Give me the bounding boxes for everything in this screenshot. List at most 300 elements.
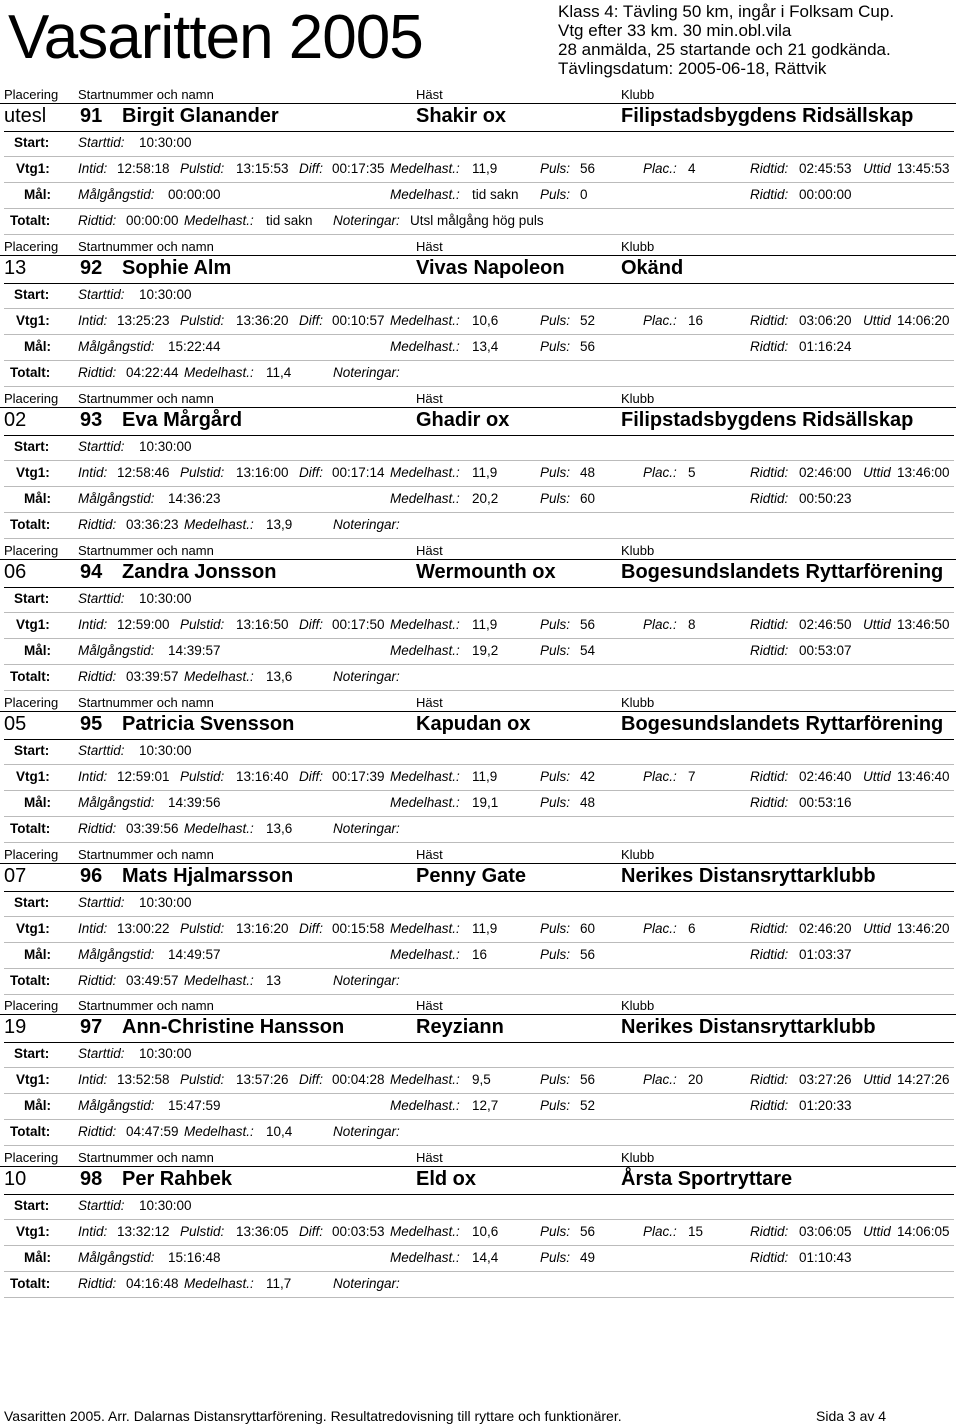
row-divider xyxy=(4,891,954,892)
total-ridtid-value: 03:39:56 xyxy=(126,821,179,836)
pulstid-label: Pulstid: xyxy=(180,313,225,328)
row-divider xyxy=(4,1219,954,1220)
plac-label: Plac.: xyxy=(643,1072,677,1087)
totalt-label: Totalt: xyxy=(10,821,51,836)
diff-value: 00:17:35 xyxy=(332,161,385,176)
ridtid-label: Ridtid: xyxy=(750,617,789,632)
intid-label: Intid: xyxy=(78,465,108,480)
uttid-label: Uttid xyxy=(863,313,891,328)
placement: 13 xyxy=(4,257,27,279)
totalt-label: Totalt: xyxy=(10,1124,51,1139)
start-number: 91 xyxy=(80,105,103,127)
club-name: Nerikes Distansryttarklubb xyxy=(621,1016,876,1038)
puls-value: 52 xyxy=(580,313,596,328)
puls-value: 0 xyxy=(580,187,588,202)
start-number: 96 xyxy=(80,865,103,887)
row-divider xyxy=(4,1145,954,1146)
row-divider xyxy=(4,1119,954,1120)
total-ridtid-value: 03:36:23 xyxy=(126,517,179,532)
totalt-label: Totalt: xyxy=(10,1276,51,1291)
start-number: 97 xyxy=(80,1016,103,1038)
plac-value: 6 xyxy=(688,921,696,936)
starttid-value: 10:30:00 xyxy=(139,287,192,302)
puls-value: 56 xyxy=(580,617,596,632)
header-hast: Häst xyxy=(416,239,443,254)
pulstid-value: 13:16:40 xyxy=(236,769,289,784)
header-klubb: Klubb xyxy=(621,847,655,862)
club-name: Bogesundslandets Ryttarförening xyxy=(621,713,944,735)
mal-label: Mål: xyxy=(24,1098,51,1113)
noteringar-label: Noteringar: xyxy=(333,1276,400,1291)
medelhast-value: tid sakn xyxy=(472,187,519,202)
medelhast-label: Medelhast.: xyxy=(184,973,254,988)
row-divider xyxy=(4,234,954,235)
uttid-label: Uttid xyxy=(863,465,891,480)
medelhast-label: Medelhast.: xyxy=(390,947,460,962)
ridtid-value: 03:06:05 xyxy=(799,1224,852,1239)
uttid-label: Uttid xyxy=(863,769,891,784)
pulstid-value: 13:16:20 xyxy=(236,921,289,936)
ridtid-label: Ridtid: xyxy=(78,821,117,836)
pulstid-label: Pulstid: xyxy=(180,921,225,936)
club-name: Filipstadsbygdens Ridsällskap xyxy=(621,105,914,127)
row-divider xyxy=(4,208,954,209)
medelhast-value: 16 xyxy=(472,947,488,962)
medelhast-label: Medelhast.: xyxy=(390,465,460,480)
row-divider xyxy=(4,1297,954,1298)
medelhast-value: 13,9 xyxy=(266,517,293,532)
uttid-value: 14:27:26 xyxy=(897,1072,950,1087)
malgangstid-label: Målgångstid: xyxy=(78,1250,155,1265)
intid-value: 12:59:00 xyxy=(117,617,170,632)
ridtid-label: Ridtid: xyxy=(750,1098,789,1113)
row-divider xyxy=(4,739,954,740)
plac-value: 16 xyxy=(688,313,704,328)
result-block xyxy=(0,695,960,847)
medelhast-label: Medelhast.: xyxy=(184,821,254,836)
header-startnummer: Startnummer och namn xyxy=(78,391,214,406)
rider-row xyxy=(0,710,960,738)
row-divider xyxy=(4,538,954,539)
ridtid-label: Ridtid: xyxy=(78,517,117,532)
plac-value: 4 xyxy=(688,161,696,176)
puls-label: Puls: xyxy=(540,339,571,354)
medelhast-label: Medelhast.: xyxy=(184,1276,254,1291)
placement: 05 xyxy=(4,713,27,735)
row-divider xyxy=(4,435,954,436)
puls-value: 56 xyxy=(580,339,596,354)
header-startnummer: Startnummer och namn xyxy=(78,543,214,558)
medelhast-label: Medelhast.: xyxy=(390,313,460,328)
header-placering: Placering xyxy=(4,1150,59,1165)
ridtid-label: Ridtid: xyxy=(750,921,789,936)
header-startnummer: Startnummer och namn xyxy=(78,1150,214,1165)
rider-name: Birgit Glanander xyxy=(122,105,279,127)
header-startnummer: Startnummer och namn xyxy=(78,239,214,254)
medelhast-value: 19,1 xyxy=(472,795,499,810)
row-divider xyxy=(4,1067,954,1068)
medelhast-label: Medelhast.: xyxy=(184,517,254,532)
totalt-label: Totalt: xyxy=(10,213,51,228)
horse-name: Vivas Napoleon xyxy=(416,257,565,279)
ridtid-label: Ridtid: xyxy=(750,1250,789,1265)
placement: 10 xyxy=(4,1168,27,1190)
row-divider xyxy=(4,460,954,461)
puls-label: Puls: xyxy=(540,921,571,936)
ridtid-label: Ridtid: xyxy=(750,491,789,506)
row-divider xyxy=(4,283,954,284)
header-klubb: Klubb xyxy=(621,239,655,254)
diff-label: Diff: xyxy=(299,465,324,480)
medelhast-value: 13,6 xyxy=(266,821,293,836)
intid-value: 12:58:46 xyxy=(117,465,170,480)
rider-row xyxy=(0,1165,960,1193)
pulstid-value: 13:57:26 xyxy=(236,1072,289,1087)
medelhast-value: 20,2 xyxy=(472,491,499,506)
medelhast-value: 11,4 xyxy=(266,365,292,380)
starttid-value: 10:30:00 xyxy=(139,895,192,910)
row-divider xyxy=(4,790,954,791)
puls-label: Puls: xyxy=(540,187,571,202)
rider-name: Patricia Svensson xyxy=(122,713,295,735)
intid-value: 12:59:01 xyxy=(117,769,170,784)
medelhast-label: Medelhast.: xyxy=(390,1072,460,1087)
diff-label: Diff: xyxy=(299,617,324,632)
row-divider xyxy=(4,1194,954,1195)
row-divider xyxy=(4,690,954,691)
intid-value: 13:25:23 xyxy=(117,313,170,328)
medelhast-value: 19,2 xyxy=(472,643,499,658)
horse-name: Eld ox xyxy=(416,1168,477,1190)
start-number: 94 xyxy=(80,561,103,583)
uttid-value: 13:45:53 xyxy=(897,161,950,176)
noteringar-label: Noteringar: xyxy=(333,517,400,532)
result-block xyxy=(0,998,960,1150)
row-divider xyxy=(4,612,954,613)
diff-value: 00:04:28 xyxy=(332,1072,385,1087)
header-placering: Placering xyxy=(4,391,59,406)
horse-name: Kapudan ox xyxy=(416,713,531,735)
club-name: Okänd xyxy=(621,257,684,279)
result-block xyxy=(0,391,960,543)
header-hast: Häst xyxy=(416,1150,443,1165)
competition-date: Tävlingsdatum: 2005-06-18, Rättvik xyxy=(558,59,827,78)
intid-value: 12:58:18 xyxy=(117,161,170,176)
medelhast-value: 11,9 xyxy=(472,161,498,176)
club-name: Filipstadsbygdens Ridsällskap xyxy=(621,409,914,431)
medelhast-label: Medelhast.: xyxy=(184,213,254,228)
page-title: Vasaritten 2005 xyxy=(8,3,423,72)
mal-label: Mål: xyxy=(24,1250,51,1265)
plac-label: Plac.: xyxy=(643,313,677,328)
header-klubb: Klubb xyxy=(621,87,655,102)
puls-label: Puls: xyxy=(540,1072,571,1087)
uttid-value: 13:46:40 xyxy=(897,769,950,784)
header-klubb: Klubb xyxy=(621,695,655,710)
row-divider xyxy=(4,182,954,183)
start-label: Start: xyxy=(14,287,50,302)
malgangstid-label: Målgångstid: xyxy=(78,1098,155,1113)
ridtid-label: Ridtid: xyxy=(750,1072,789,1087)
diff-label: Diff: xyxy=(299,161,324,176)
noteringar-label: Noteringar: xyxy=(333,973,400,988)
plac-label: Plac.: xyxy=(643,465,677,480)
ridtid-label: Ridtid: xyxy=(78,213,117,228)
puls-value: 56 xyxy=(580,1072,596,1087)
start-number: 98 xyxy=(80,1168,103,1190)
puls-value: 60 xyxy=(580,491,596,506)
row-divider xyxy=(4,156,954,157)
uttid-label: Uttid xyxy=(863,1072,891,1087)
malgangstid-label: Målgångstid: xyxy=(78,187,155,202)
noteringar-label: Noteringar: xyxy=(333,365,400,380)
medelhast-value: 11,7 xyxy=(266,1276,292,1291)
total-ridtid-value: 03:49:57 xyxy=(126,973,179,988)
ridtid-label: Ridtid: xyxy=(750,339,789,354)
intid-label: Intid: xyxy=(78,1224,108,1239)
malgangstid-value: 15:16:48 xyxy=(168,1250,221,1265)
result-block xyxy=(0,543,960,695)
medelhast-label: Medelhast.: xyxy=(184,1124,254,1139)
medelhast-label: Medelhast.: xyxy=(390,1098,460,1113)
starttid-label: Starttid: xyxy=(78,1046,125,1061)
medelhast-label: Medelhast.: xyxy=(390,1224,460,1239)
puls-value: 60 xyxy=(580,921,596,936)
pulstid-label: Pulstid: xyxy=(180,1072,225,1087)
intid-label: Intid: xyxy=(78,617,108,632)
totalt-label: Totalt: xyxy=(10,669,51,684)
ridtid-value: 02:46:40 xyxy=(799,769,852,784)
placement: 07 xyxy=(4,865,27,887)
header-hast: Häst xyxy=(416,543,443,558)
ridtid-label: Ridtid: xyxy=(750,643,789,658)
intid-value: 13:00:22 xyxy=(117,921,170,936)
medelhast-label: Medelhast.: xyxy=(390,1250,460,1265)
vtg1-label: Vtg1: xyxy=(16,1224,50,1239)
plac-value: 20 xyxy=(688,1072,704,1087)
plac-value: 8 xyxy=(688,617,696,632)
puls-label: Puls: xyxy=(540,947,571,962)
row-divider xyxy=(4,816,954,817)
uttid-label: Uttid xyxy=(863,921,891,936)
uttid-label: Uttid xyxy=(863,161,891,176)
header-klubb: Klubb xyxy=(621,543,655,558)
medelhast-value: 9,5 xyxy=(472,1072,491,1087)
medelhast-value: 11,9 xyxy=(472,465,498,480)
starttid-label: Starttid: xyxy=(78,1198,125,1213)
diff-value: 00:15:58 xyxy=(332,921,385,936)
malgangstid-value: 14:49:57 xyxy=(168,947,221,962)
diff-label: Diff: xyxy=(299,313,324,328)
plac-value: 5 xyxy=(688,465,696,480)
ridtid-value: 02:46:00 xyxy=(799,465,852,480)
pulstid-value: 13:36:20 xyxy=(236,313,289,328)
club-name: Årsta Sportryttare xyxy=(621,1168,793,1190)
puls-label: Puls: xyxy=(540,491,571,506)
vtg1-label: Vtg1: xyxy=(16,161,50,176)
header-hast: Häst xyxy=(416,998,443,1013)
puls-label: Puls: xyxy=(540,161,571,176)
header-startnummer: Startnummer och namn xyxy=(78,87,214,102)
row-divider xyxy=(4,308,954,309)
ridtid-value: 00:50:23 xyxy=(799,491,852,506)
puls-label: Puls: xyxy=(540,313,571,328)
header-startnummer: Startnummer och namn xyxy=(78,695,214,710)
ridtid-value: 02:46:20 xyxy=(799,921,852,936)
rider-row xyxy=(0,862,960,890)
starttid-label: Starttid: xyxy=(78,439,125,454)
malgangstid-value: 15:47:59 xyxy=(168,1098,221,1113)
malgangstid-value: 14:36:23 xyxy=(168,491,221,506)
row-divider xyxy=(4,842,954,843)
starttid-value: 10:30:00 xyxy=(139,135,192,150)
medelhast-value: 11,9 xyxy=(472,617,498,632)
starttid-label: Starttid: xyxy=(78,743,125,758)
total-ridtid-value: 00:00:00 xyxy=(126,213,179,228)
ridtid-label: Ridtid: xyxy=(750,769,789,784)
row-divider xyxy=(4,664,954,665)
horse-name: Wermounth ox xyxy=(416,561,556,583)
ridtid-value: 02:46:50 xyxy=(799,617,852,632)
puls-value: 48 xyxy=(580,795,596,810)
ridtid-label: Ridtid: xyxy=(750,313,789,328)
noteringar-value: Utsl målgång hög puls xyxy=(410,213,544,228)
header-hast: Häst xyxy=(416,87,443,102)
medelhast-label: Medelhast.: xyxy=(390,161,460,176)
header-placering: Placering xyxy=(4,543,59,558)
puls-label: Puls: xyxy=(540,617,571,632)
ridtid-label: Ridtid: xyxy=(750,795,789,810)
vet-info: Vtg efter 33 km. 30 min.obl.vila xyxy=(558,21,792,40)
header-placering: Placering xyxy=(4,695,59,710)
start-number: 92 xyxy=(80,257,103,279)
row-divider xyxy=(4,587,954,588)
malgangstid-value: 00:00:00 xyxy=(168,187,221,202)
puls-value: 52 xyxy=(580,1098,596,1113)
ridtid-value: 02:45:53 xyxy=(799,161,852,176)
noteringar-label: Noteringar: xyxy=(333,821,400,836)
ridtid-value: 01:20:33 xyxy=(799,1098,852,1113)
intid-value: 13:52:58 xyxy=(117,1072,170,1087)
medelhast-value: 13,6 xyxy=(266,669,293,684)
pulstid-label: Pulstid: xyxy=(180,465,225,480)
ridtid-value: 03:27:26 xyxy=(799,1072,852,1087)
medelhast-label: Medelhast.: xyxy=(390,643,460,658)
starttid-label: Starttid: xyxy=(78,591,125,606)
header-klubb: Klubb xyxy=(621,391,655,406)
totalt-label: Totalt: xyxy=(10,517,51,532)
ridtid-value: 00:00:00 xyxy=(799,187,852,202)
rider-name: Sophie Alm xyxy=(122,257,232,279)
puls-label: Puls: xyxy=(540,795,571,810)
pulstid-label: Pulstid: xyxy=(180,769,225,784)
start-label: Start: xyxy=(14,591,50,606)
medelhast-label: Medelhast.: xyxy=(390,339,460,354)
diff-value: 00:17:14 xyxy=(332,465,385,480)
header-placering: Placering xyxy=(4,998,59,1013)
malgangstid-label: Målgångstid: xyxy=(78,947,155,962)
horse-name: Ghadir ox xyxy=(416,409,510,431)
rider-name: Ann-Christine Hansson xyxy=(122,1016,345,1038)
row-divider xyxy=(4,994,954,995)
ridtid-label: Ridtid: xyxy=(78,365,117,380)
header-placering: Placering xyxy=(4,239,59,254)
medelhast-label: Medelhast.: xyxy=(390,795,460,810)
medelhast-value: 10,6 xyxy=(472,313,499,328)
competition-info xyxy=(558,2,894,78)
ridtid-label: Ridtid: xyxy=(750,187,789,202)
medelhast-label: Medelhast.: xyxy=(184,669,254,684)
ridtid-label: Ridtid: xyxy=(78,1276,117,1291)
puls-value: 49 xyxy=(580,1250,596,1265)
row-divider xyxy=(4,486,954,487)
uttid-label: Uttid xyxy=(863,1224,891,1239)
totalt-label: Totalt: xyxy=(10,973,51,988)
row-divider xyxy=(4,1042,954,1043)
header-klubb: Klubb xyxy=(621,998,655,1013)
row-divider xyxy=(4,916,954,917)
start-label: Start: xyxy=(14,135,50,150)
rider-name: Mats Hjalmarsson xyxy=(122,865,294,887)
result-block xyxy=(0,87,960,239)
medelhast-label: Medelhast.: xyxy=(390,491,460,506)
mal-label: Mål: xyxy=(24,339,51,354)
placement: 06 xyxy=(4,561,27,583)
rider-name: Zandra Jonsson xyxy=(122,561,277,583)
ridtid-value: 01:03:37 xyxy=(799,947,852,962)
puls-value: 54 xyxy=(580,643,596,658)
start-label: Start: xyxy=(14,743,50,758)
header-startnummer: Startnummer och namn xyxy=(78,847,214,862)
plac-label: Plac.: xyxy=(643,161,677,176)
pulstid-value: 13:16:00 xyxy=(236,465,289,480)
uttid-value: 14:06:20 xyxy=(897,313,950,328)
rider-name: Eva Mårgård xyxy=(122,409,243,431)
start-label: Start: xyxy=(14,895,50,910)
mal-label: Mål: xyxy=(24,643,51,658)
puls-label: Puls: xyxy=(540,465,571,480)
vtg1-label: Vtg1: xyxy=(16,921,50,936)
row-divider xyxy=(4,1093,954,1094)
rider-row xyxy=(0,406,960,434)
pulstid-value: 13:15:53 xyxy=(236,161,289,176)
vtg1-label: Vtg1: xyxy=(16,1072,50,1087)
starttid-label: Starttid: xyxy=(78,895,125,910)
header-placering: Placering xyxy=(4,87,59,102)
ridtid-label: Ridtid: xyxy=(78,973,117,988)
intid-value: 13:32:12 xyxy=(117,1224,170,1239)
header-startnummer: Startnummer och namn xyxy=(78,998,214,1013)
placement: 19 xyxy=(4,1016,27,1038)
mal-label: Mål: xyxy=(24,947,51,962)
diff-label: Diff: xyxy=(299,921,324,936)
pulstid-label: Pulstid: xyxy=(180,161,225,176)
header-klubb: Klubb xyxy=(621,1150,655,1165)
ridtid-value: 03:06:20 xyxy=(799,313,852,328)
starttid-value: 10:30:00 xyxy=(139,591,192,606)
row-divider xyxy=(4,1245,954,1246)
row-divider xyxy=(4,512,954,513)
start-label: Start: xyxy=(14,1046,50,1061)
plac-label: Plac.: xyxy=(643,769,677,784)
puls-label: Puls: xyxy=(540,1250,571,1265)
start-number: 95 xyxy=(80,713,103,735)
mal-label: Mål: xyxy=(24,187,51,202)
malgangstid-label: Målgångstid: xyxy=(78,643,155,658)
diff-value: 00:10:57 xyxy=(332,313,385,328)
malgangstid-value: 14:39:56 xyxy=(168,795,221,810)
result-block xyxy=(0,1150,960,1302)
